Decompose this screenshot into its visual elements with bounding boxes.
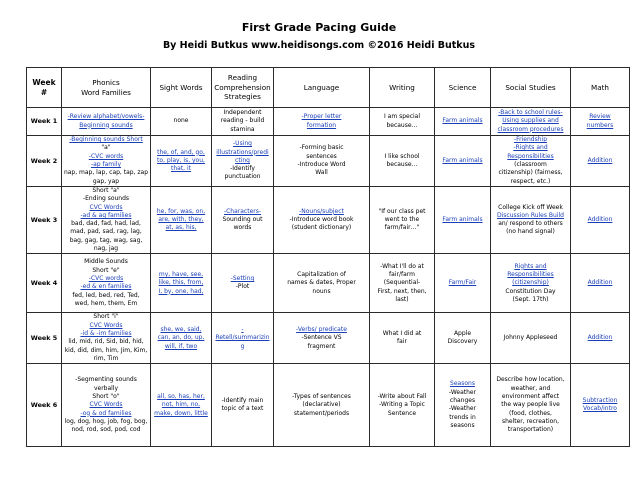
cell-link-text[interactable]: he, for, was, on, [156, 207, 206, 215]
cell-link-text[interactable]: numbers [586, 121, 614, 129]
cell-text: lid, mid, rid, Sid, bid, hid, [68, 338, 144, 346]
cell-language [274, 187, 370, 254]
cell-sight-words [151, 108, 212, 136]
cell-text: Wall [315, 169, 328, 177]
cell-link-text[interactable]: Farm animals [442, 156, 483, 164]
cell-text: College Kick off Week [498, 203, 563, 211]
cell-text: stamina [230, 125, 255, 133]
week-label: Week 3 [27, 187, 62, 254]
column-header-line: Week [32, 78, 56, 87]
cell-text: -Identify [230, 165, 255, 173]
cell-link-text[interactable]: Vocab/intro [583, 405, 617, 413]
cell-link-text[interactable]: -ed & en families [80, 283, 132, 291]
cell-phonics [62, 108, 151, 136]
column-header-reading [212, 68, 274, 108]
cell-link-text[interactable]: -ap family [90, 161, 122, 168]
cell-link-text[interactable]: -Proper letter [301, 113, 342, 121]
cell-writing [370, 254, 435, 313]
cell-text: -Sentence VS [301, 334, 342, 342]
cell-language [274, 313, 370, 364]
cell-link-text[interactable]: she, we, said, [160, 325, 202, 333]
cell-text: statement/periods [293, 409, 350, 417]
cell-writing [370, 313, 435, 364]
cell-text: -Weather [448, 388, 477, 396]
column-header-social-studies [491, 68, 571, 108]
cell-math [571, 187, 630, 254]
cell-link-text[interactable]: -Characters- [223, 207, 262, 215]
cell-text: nod, rod, sod, pod, cod [71, 426, 141, 434]
cell-link-text[interactable]: Retell/summarizin [215, 334, 270, 342]
cell-link-text[interactable]: Responsibilities [507, 270, 554, 278]
cell-link-text[interactable]: formation [306, 121, 337, 129]
cell-text: topic of a text [221, 405, 264, 413]
table-row [27, 108, 630, 136]
cell-math [571, 364, 630, 447]
cell-text: changes [449, 397, 476, 405]
cell-link-text[interactable]: g [240, 342, 245, 350]
cell-language [274, 108, 370, 136]
cell-link-text[interactable]: make, down, little [154, 409, 208, 417]
cell-text: none [173, 117, 189, 125]
cell-link-text[interactable]: -ad & ag families [80, 211, 132, 219]
cell-text: First, next, then, [377, 287, 427, 295]
cell-text: environment affect [501, 392, 560, 400]
cell-link-text[interactable]: Addition [587, 156, 613, 164]
cell-link-text[interactable]: illustrations/predi [216, 148, 269, 156]
cell-text: Constitution Day [505, 287, 556, 295]
cell-text: fair [397, 338, 407, 346]
cell-link-text[interactable]: -CVC words [88, 152, 124, 160]
cell-link-text[interactable]: -Setting [230, 275, 255, 283]
cell-link-text[interactable]: CVC Words [89, 401, 123, 409]
document-title: First Grade Pacing Guide [241, 21, 397, 34]
week-label: Week 2 [27, 136, 62, 187]
cell-text: kid, did, dim, him, Jim, Kim, [64, 346, 148, 354]
cell-text: verbally [93, 384, 119, 392]
cell-text: Sentence [387, 409, 417, 417]
cell-text: citizenship) (fairness, [498, 169, 563, 177]
cell-text: log, dog, hog, job, fog, bog, [64, 417, 148, 425]
column-header-week [27, 68, 62, 108]
cell-text: -Write about Fall [377, 392, 427, 400]
cell-text: What I did at [382, 330, 422, 338]
cell-social-studies [491, 108, 571, 136]
cell-link-text[interactable]: Addition [587, 334, 613, 342]
cell-link-text[interactable]: -Beginning sounds Short [69, 136, 143, 144]
column-header-line: # [40, 87, 48, 97]
cell-link-text[interactable]: -Review alphabet/vowels- [67, 113, 145, 121]
cell-reading [212, 187, 274, 254]
cell-text: "If our class pet [378, 207, 426, 215]
column-header-sight-words [151, 68, 212, 108]
cell-text: Apple [453, 330, 472, 338]
cell-link-text[interactable]: the, of, and, go, [157, 148, 205, 156]
cell-link-text[interactable]: CVC Words [89, 203, 123, 211]
week-label: Week 4 [27, 254, 62, 313]
cell-science [435, 136, 491, 187]
cell-text: Short "e" [92, 266, 120, 274]
cell-link-text[interactable]: Farm animals [442, 216, 483, 224]
cell-text: (student dictionary) [291, 224, 352, 232]
cell-text: Capitalization of [297, 270, 346, 278]
cell-text: bad, dad, fad, had, lad, [71, 220, 141, 228]
cell-text: -Weather [448, 405, 477, 413]
cell-text: -Plot [235, 283, 250, 291]
cell-text: (no hand signal) [506, 228, 555, 236]
cell-phonics [62, 187, 151, 254]
cell-text: -Introduce word book [289, 216, 354, 224]
cell-text: rim, Tim [93, 354, 119, 362]
cell-social-studies [491, 136, 571, 187]
cell-link-text[interactable]: -CVC words [88, 275, 124, 283]
cell-text: bag, gag, tag, wag, sag, [69, 236, 143, 244]
cell-text: nag, jag [93, 245, 119, 253]
table-row [27, 364, 630, 447]
cell-text: Short "a" [92, 187, 120, 194]
column-header-line: Comprehension [214, 82, 271, 92]
cell-science [435, 254, 491, 313]
column-header-science [435, 68, 491, 108]
cell-text: (declarative) [302, 401, 341, 409]
cell-text: transportation) [507, 426, 554, 434]
cell-reading [212, 364, 274, 447]
cell-reading [212, 108, 274, 136]
column-header-line: Sight Words [159, 82, 203, 92]
cell-link-text[interactable]: at, as, his, [165, 224, 197, 232]
week-label: Week 5 [27, 313, 62, 364]
cell-writing [370, 364, 435, 447]
column-header-line: Word Families [81, 87, 131, 97]
table-row [27, 136, 630, 187]
cell-text: Johnny Appleseed [503, 334, 558, 342]
cell-text: (Sequential- [383, 279, 421, 287]
cell-phonics [62, 136, 151, 187]
cell-sight-words [151, 364, 212, 447]
cell-link-text[interactable]: -Rights and [513, 144, 548, 152]
cell-link-text[interactable]: can, an, do, up, [157, 334, 205, 342]
cell-link-text[interactable]: -id & -im families [80, 330, 132, 338]
document-subtitle: By Heidi Butkus www.heidisongs.com ©2016 Heidi Butkus [162, 40, 476, 51]
cell-science [435, 108, 491, 136]
cell-sight-words [151, 313, 212, 364]
cell-text: words [233, 224, 252, 232]
cell-text: I like school [384, 152, 420, 160]
cell-text: last) [395, 295, 409, 303]
cell-link-text[interactable]: cting [235, 156, 250, 164]
column-header-line: Social Studies [505, 82, 556, 92]
cell-text: wed, hem, them, Em [74, 299, 138, 307]
cell-link-text[interactable]: Subtraction [582, 397, 618, 405]
column-header-line: Language [303, 82, 340, 92]
cell-link-text[interactable]: my, have, see, [158, 270, 204, 278]
column-header-line: Reading [227, 73, 258, 83]
cell-text: farm/fair…" [384, 224, 420, 232]
cell-science [435, 313, 491, 364]
cell-link-text[interactable]: -Using [233, 140, 252, 148]
cell-math [571, 108, 630, 136]
cell-text: punctuation [224, 173, 261, 181]
cell-link-text[interactable]: -Nouns/subject [299, 207, 344, 215]
cell-text: -Introduce Word [297, 161, 346, 168]
cell-link-text[interactable]: that, it [170, 165, 192, 173]
cell-link-text[interactable]: Discussion Rules Build [497, 211, 564, 219]
cell-text: mad, pad, sad, rag, lag, [70, 228, 142, 236]
cell-link-text[interactable]: Farm/Fair [448, 279, 477, 287]
cell-text: shelter, recreation, [501, 417, 560, 425]
cell-link-text[interactable]: classroom procedures [497, 125, 564, 133]
cell-phonics [62, 254, 151, 313]
column-header-line: Writing [389, 82, 415, 92]
cell-link-text[interactable]: -Back to school rules- [498, 109, 563, 117]
cell-sight-words [151, 187, 212, 254]
cell-link-text[interactable]: -Verbs/ predicate [296, 325, 347, 333]
cell-text: -Types of sentences [292, 392, 351, 400]
cell-text: -Segmenting sounds [75, 376, 137, 384]
cell-text: fed, led, bed, red, Ted, [72, 291, 140, 299]
cell-link-text[interactable]: Using supplies and [502, 117, 559, 125]
cell-text: the way people live [501, 401, 560, 409]
cell-text: weather, and [510, 384, 551, 392]
cell-text: -What I'll do at [380, 262, 424, 270]
cell-text: gap, yap [92, 177, 120, 185]
cell-text: (food, clothes, [509, 409, 552, 417]
cell-text: reading - build [220, 117, 265, 125]
cell-link-text[interactable]: not, him, no, [161, 401, 201, 409]
table-body [27, 108, 630, 447]
cell-phonics [62, 313, 151, 364]
cell-science [435, 187, 491, 254]
table-row [27, 254, 630, 313]
cell-link-text[interactable]: Rights and [514, 262, 547, 270]
cell-sight-words [151, 136, 212, 187]
cell-writing [370, 136, 435, 187]
table-row [27, 313, 630, 364]
cell-text: -Ending sounds [82, 195, 130, 203]
column-header-line: Phonics [92, 78, 120, 87]
cell-writing [370, 108, 435, 136]
cell-phonics [62, 364, 151, 447]
pacing-guide-table [26, 67, 630, 447]
cell-language [274, 136, 370, 187]
cell-link-text[interactable]: will, if, two [164, 342, 198, 350]
cell-text: (Sept. 17th) [512, 295, 549, 303]
cell-text: nap, map, lap, cap, tap, zap [63, 169, 149, 177]
cell-link-text[interactable]: -og & od families [80, 409, 132, 417]
cell-text: Independent [223, 109, 262, 117]
cell-link-text[interactable]: Review [589, 113, 611, 121]
cell-writing [370, 187, 435, 254]
column-header-math [571, 68, 630, 108]
cell-text: Discovery [447, 338, 478, 346]
cell-text: Middle Sounds [84, 258, 128, 266]
cell-text: Short "o" [92, 392, 120, 400]
cell-text: Sounding out [222, 216, 263, 224]
cell-link-text[interactable]: Farm animals [442, 117, 483, 125]
cell-text: because… [386, 161, 418, 168]
table-header-row [27, 68, 630, 108]
cell-link-text[interactable]: I, by, one, had, [158, 287, 204, 295]
cell-link-text[interactable]: (citizenship) [512, 279, 549, 287]
cell-reading [212, 313, 274, 364]
cell-link-text[interactable]: Seasons [450, 380, 475, 388]
cell-social-studies [491, 254, 571, 313]
cell-link-text[interactable]: - [241, 325, 244, 333]
cell-link-text[interactable]: Responsibilities [507, 152, 554, 160]
cell-social-studies [491, 187, 571, 254]
cell-text: because… [386, 121, 418, 129]
cell-text: seasons [450, 421, 475, 429]
table-row [27, 187, 630, 254]
cell-text: sentences [306, 152, 337, 160]
cell-math [571, 313, 630, 364]
week-label: Week 6 [27, 364, 62, 447]
cell-text: an/ respond to others [498, 220, 563, 228]
cell-text: -Identify main [221, 397, 264, 405]
cell-social-studies [491, 364, 571, 447]
cell-text: Short "i" [93, 313, 119, 321]
cell-text: trends in [449, 413, 476, 421]
column-header-phonics [62, 68, 151, 108]
cell-reading [212, 136, 274, 187]
cell-text: (classroom [514, 161, 547, 168]
cell-link-text[interactable]: all, so, has, her, [157, 392, 205, 400]
column-header-line: Strategies [224, 92, 261, 102]
week-label: Week 1 [27, 108, 62, 136]
cell-math [571, 136, 630, 187]
column-header-language [274, 68, 370, 108]
cell-social-studies [491, 313, 571, 364]
cell-math [571, 254, 630, 313]
cell-text: went to the [384, 216, 420, 224]
cell-science [435, 364, 491, 447]
cell-sight-words [151, 254, 212, 313]
cell-text: fair/farm [389, 270, 415, 278]
cell-text: respect, etc.) [510, 177, 551, 185]
cell-link-text[interactable]: CVC Words [89, 321, 123, 329]
cell-link-text[interactable]: Addition [587, 216, 613, 224]
cell-text: Describe how location, [496, 376, 565, 384]
column-header-line: Science [448, 82, 477, 92]
cell-language [274, 254, 370, 313]
cell-text: "a" [101, 144, 111, 152]
cell-reading [212, 254, 274, 313]
column-header-line: Math [591, 82, 609, 92]
cell-text: -Forming basic [299, 144, 344, 152]
cell-link-text[interactable]: Addition [587, 279, 613, 287]
cell-link-text[interactable]: are, with, they, [158, 216, 204, 224]
column-header-writing [370, 68, 435, 108]
cell-text: I am special [383, 113, 421, 121]
cell-text: names & dates, Proper [287, 279, 356, 287]
cell-text: nouns [312, 287, 331, 295]
cell-text: fragment [307, 342, 336, 350]
cell-link-text[interactable]: like, this, from, [158, 279, 204, 287]
cell-language [274, 364, 370, 447]
cell-link-text[interactable]: -Friendship [513, 136, 548, 144]
cell-link-text[interactable]: Beginning sounds [79, 121, 133, 129]
cell-text: -Writing a Topic [379, 401, 425, 409]
cell-link-text[interactable]: to, play, is, you, [157, 156, 205, 164]
